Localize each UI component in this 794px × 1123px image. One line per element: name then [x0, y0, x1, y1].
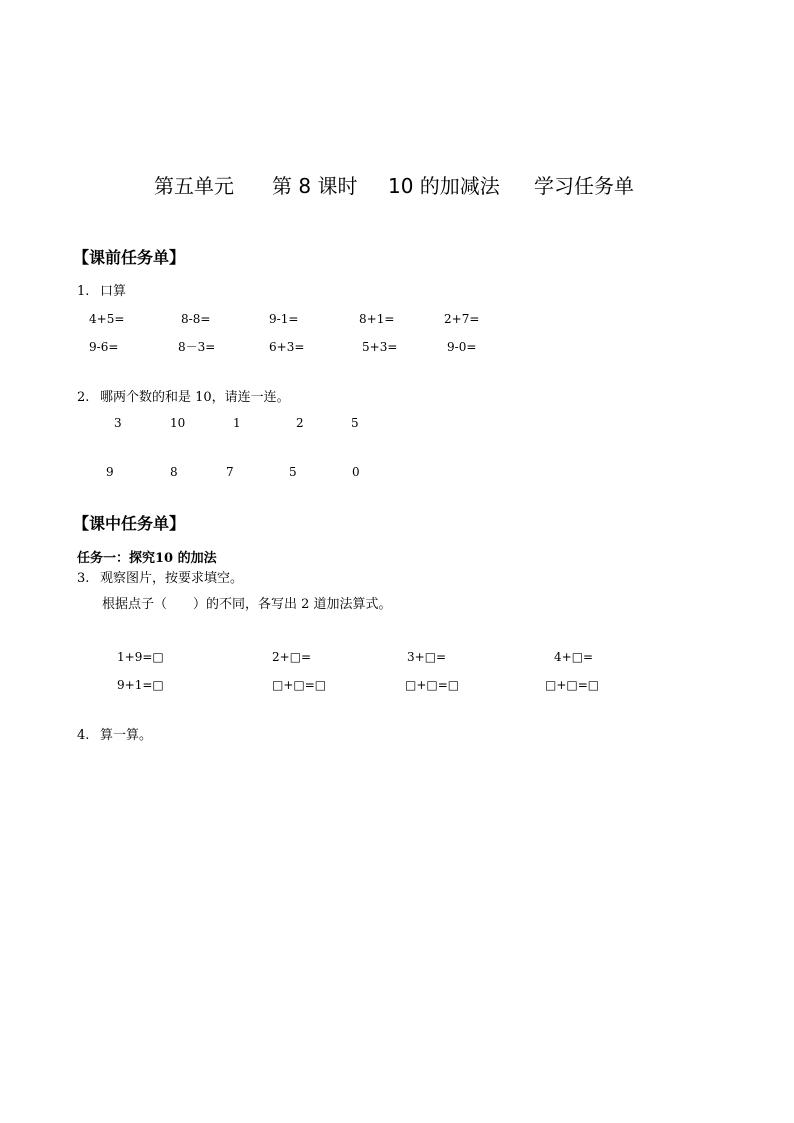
in-class-heading: 【课中任务单】 — [73, 514, 186, 533]
q2-top-number: 1 — [233, 416, 241, 430]
q1-expr: 5+3= — [362, 340, 398, 354]
q1-expr: 8－3= — [178, 340, 216, 354]
q2-top-number: 10 — [170, 416, 186, 430]
q3-expr: 1+9=□ — [117, 650, 164, 664]
task1-title: 任务一：探究10 的加法 — [77, 551, 217, 566]
q2-top-number: 3 — [114, 416, 122, 430]
pre-class-heading: 【课前任务单】 — [73, 248, 186, 267]
q2-bottom-number: 9 — [106, 465, 114, 479]
q1-expr: 9-0= — [447, 340, 477, 354]
q2-top-number: 5 — [351, 416, 359, 430]
title-unit: 第五单元 — [154, 174, 234, 198]
q3-expr: □+□=□ — [405, 678, 460, 692]
title-doc: 学习任务单 — [534, 174, 634, 198]
q3-expr: 3+□= — [407, 650, 447, 664]
q1-expr: 4+5= — [89, 312, 125, 326]
q1-expr: 2+7= — [444, 312, 480, 326]
title-lesson: 第 8 课时 — [272, 174, 358, 198]
q3-expr: 2+□= — [272, 650, 312, 664]
title-topic: 10 的加减法 — [388, 174, 500, 198]
q1-expr: 6+3= — [269, 340, 305, 354]
q4-text: 算一算。 — [100, 728, 153, 743]
q1-text: 口算 — [100, 284, 127, 299]
q2-bottom-number: 8 — [170, 465, 178, 479]
q2-text: 哪两个数的和是 10，请连一连。 — [100, 390, 290, 405]
q2-bottom-number: 5 — [289, 465, 297, 479]
q3-instruction: 根据点子（ ）的不同，各写出 2 道加法算式。 — [102, 597, 392, 612]
q2-top-number: 2 — [296, 416, 304, 430]
q3-expr: □+□=□ — [545, 678, 600, 692]
q3-number: 3. — [77, 571, 90, 586]
q2-bottom-number: 7 — [226, 465, 234, 479]
q3-expr: 9+1=□ — [117, 678, 164, 692]
q4-number: 4. — [77, 728, 90, 743]
q1-expr: 8-8= — [181, 312, 211, 326]
q2-number: 2. — [77, 390, 90, 405]
q2-bottom-number: 0 — [352, 465, 360, 479]
q3-text: 观察图片，按要求填空。 — [100, 571, 244, 586]
q3-expr: □+□=□ — [272, 678, 327, 692]
q1-number: 1. — [77, 284, 90, 299]
q1-expr: 9-1= — [269, 312, 299, 326]
q3-expr: 4+□= — [554, 650, 594, 664]
q1-expr: 8+1= — [359, 312, 395, 326]
q1-expr: 9-6= — [89, 340, 119, 354]
